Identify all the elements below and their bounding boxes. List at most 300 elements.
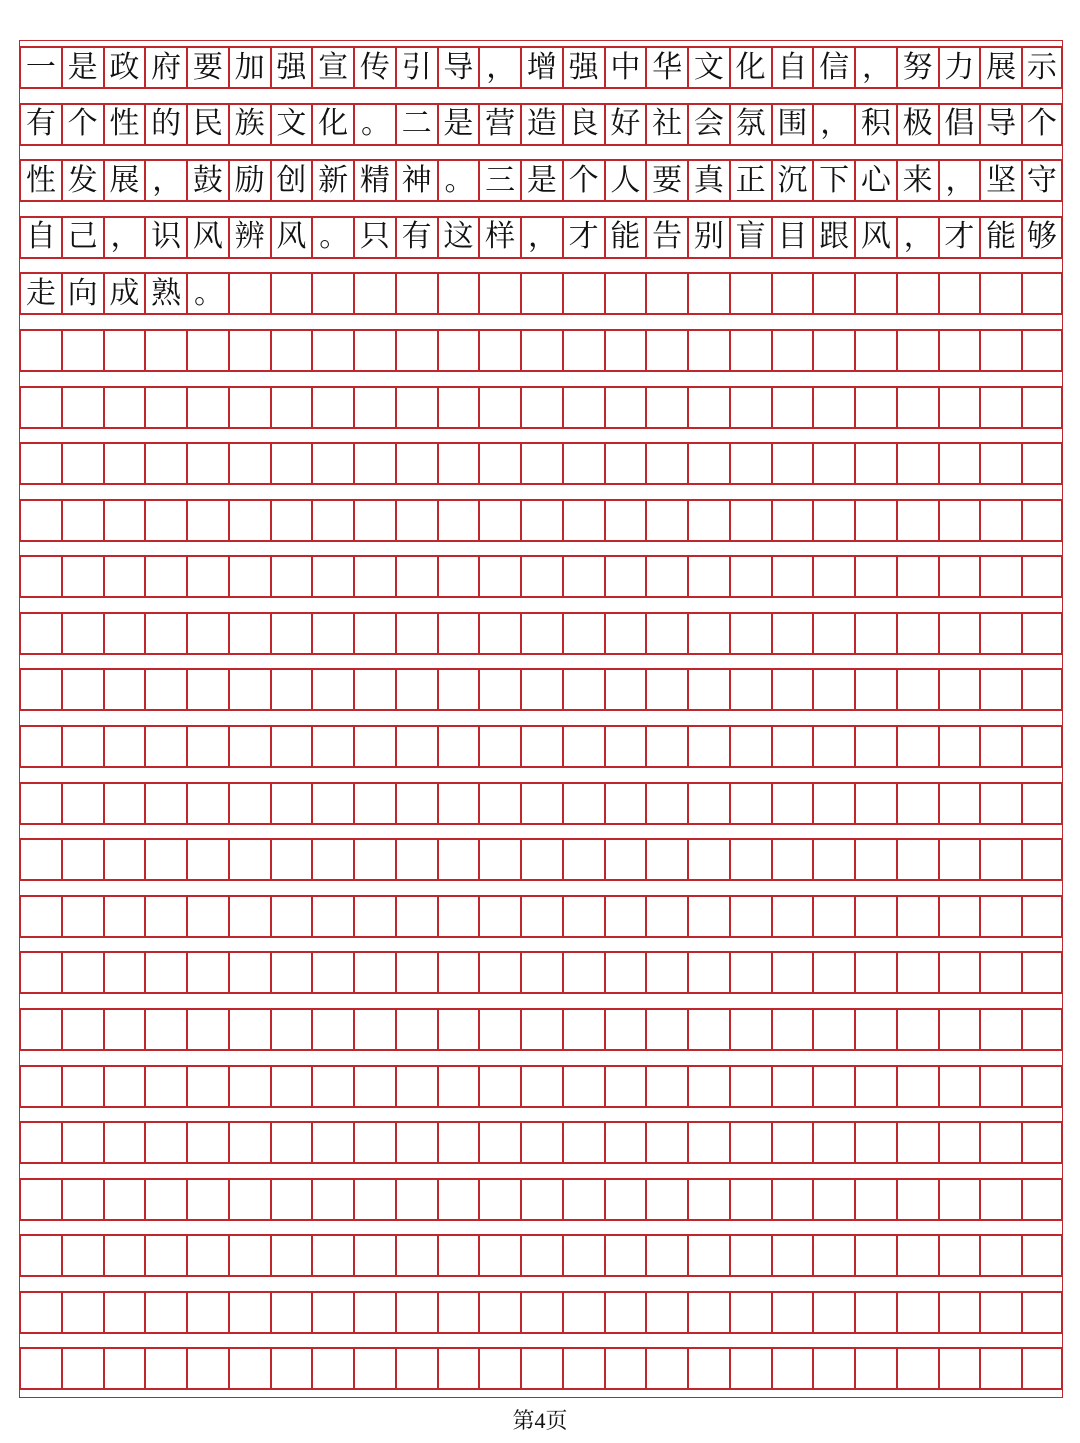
grid-cell [437, 1293, 479, 1332]
grid-cell [729, 1293, 771, 1332]
grid-cell: 能 [604, 218, 646, 257]
grid-cell [771, 274, 813, 313]
grid-cell [812, 274, 854, 313]
grid-cell [729, 670, 771, 709]
grid-cell [103, 1067, 145, 1106]
grid-cell: 走 [19, 274, 61, 313]
grid-cell [228, 557, 270, 596]
grid-row [19, 103, 1063, 146]
grid-cell [478, 897, 520, 936]
grid-cell [353, 840, 395, 879]
grid-cell [395, 274, 437, 313]
grid-cell [19, 727, 61, 766]
grid-cell [270, 614, 312, 653]
grid-cell [562, 1123, 604, 1162]
grid-cell [437, 274, 479, 313]
grid-cell [103, 1180, 145, 1219]
grid-cell: 是 [520, 161, 562, 200]
grid-cell [645, 1236, 687, 1275]
grid-row [19, 668, 1063, 711]
grid-cell [144, 784, 186, 823]
grid-cell [270, 1067, 312, 1106]
grid-cell: 导 [979, 105, 1021, 144]
grid-cell [353, 444, 395, 483]
grid-cell: 跟 [812, 218, 854, 257]
grid-cell [478, 274, 520, 313]
grid-cell [687, 727, 729, 766]
grid-cell [604, 331, 646, 370]
grid-cell: 造 [520, 105, 562, 144]
grid-cell: 目 [771, 218, 813, 257]
grid-cell [604, 274, 646, 313]
grid-cell [771, 501, 813, 540]
grid-cell [771, 840, 813, 879]
grid-cell [604, 897, 646, 936]
grid-cell: 要 [186, 48, 228, 87]
grid-cell [854, 557, 896, 596]
grid-cell: 成 [103, 274, 145, 313]
grid-cell [228, 1067, 270, 1106]
grid-cell [520, 1010, 562, 1049]
grid-cell: 信 [812, 48, 854, 87]
grid-cell: 个 [1021, 105, 1063, 144]
grid-row [19, 612, 1063, 655]
grid-cell [1021, 1180, 1063, 1219]
grid-cell: 传 [353, 48, 395, 87]
grid-cell [103, 1293, 145, 1332]
grid-cell [103, 897, 145, 936]
grid-cell [645, 1123, 687, 1162]
grid-cell [604, 557, 646, 596]
grid-cell [562, 1349, 604, 1388]
grid-cell [19, 1236, 61, 1275]
grid-cell [103, 670, 145, 709]
grid-cell [19, 670, 61, 709]
grid-cell [604, 444, 646, 483]
grid-cell [395, 727, 437, 766]
grid-cell [61, 1180, 103, 1219]
grid-cell: 氛 [729, 105, 771, 144]
grid-cell [604, 501, 646, 540]
grid-cell [437, 897, 479, 936]
grid-cell [604, 784, 646, 823]
grid-cell [61, 727, 103, 766]
grid-cell: 营 [478, 105, 520, 144]
grid-row [19, 1008, 1063, 1051]
grid-cell [812, 1123, 854, 1162]
grid-cell [604, 388, 646, 427]
grid-cell [186, 331, 228, 370]
grid-cell [938, 727, 980, 766]
grid-cell [854, 501, 896, 540]
grid-cell [144, 501, 186, 540]
grid-cell [812, 670, 854, 709]
grid-cell: 。 [186, 274, 228, 313]
grid-cell [938, 331, 980, 370]
grid-row [19, 216, 1063, 259]
grid-cell [311, 1236, 353, 1275]
grid-cell [562, 1180, 604, 1219]
grid-cell [562, 331, 604, 370]
grid-cell [771, 388, 813, 427]
grid-cell [353, 1236, 395, 1275]
grid-cell [562, 388, 604, 427]
grid-cell: 才 [938, 218, 980, 257]
grid-cell [604, 1067, 646, 1106]
grid-cell [854, 1293, 896, 1332]
grid-cell [771, 727, 813, 766]
grid-cell [144, 670, 186, 709]
grid-cell [520, 614, 562, 653]
grid-cell [395, 1293, 437, 1332]
grid-cell [228, 670, 270, 709]
grid-cell [562, 1010, 604, 1049]
grid-cell [311, 501, 353, 540]
grid-cell [854, 953, 896, 992]
grid-cell [311, 1067, 353, 1106]
grid-cell [395, 557, 437, 596]
grid-cell [144, 840, 186, 879]
grid-cell [687, 953, 729, 992]
grid-cell [1021, 388, 1063, 427]
grid-row [19, 1178, 1063, 1221]
grid-cell [645, 840, 687, 879]
grid-cell [478, 670, 520, 709]
grid-cell [395, 670, 437, 709]
grid-cell [437, 331, 479, 370]
grid-cell [270, 670, 312, 709]
grid-cell: 族 [228, 105, 270, 144]
grid-cell [645, 1293, 687, 1332]
grid-cell [896, 953, 938, 992]
grid-cell [270, 444, 312, 483]
grid-cell: 一 [19, 48, 61, 87]
grid-cell: 是 [61, 48, 103, 87]
grid-cell [61, 1349, 103, 1388]
grid-cell [1021, 501, 1063, 540]
grid-cell [854, 274, 896, 313]
grid-cell [938, 670, 980, 709]
grid-cell [311, 1293, 353, 1332]
grid-cell [144, 1010, 186, 1049]
grid-cell [771, 897, 813, 936]
grid-cell [687, 670, 729, 709]
grid-cell [938, 1180, 980, 1219]
grid-cell [19, 444, 61, 483]
grid-cell [854, 444, 896, 483]
grid-cell [645, 1180, 687, 1219]
grid-cell [1021, 727, 1063, 766]
grid-cell [270, 840, 312, 879]
grid-cell [645, 501, 687, 540]
grid-cell [478, 953, 520, 992]
grid-cell [562, 840, 604, 879]
grid-cell [520, 1180, 562, 1219]
grid-cell [687, 557, 729, 596]
grid-cell [437, 727, 479, 766]
grid-cell: 鼓 [186, 161, 228, 200]
grid-cell [353, 388, 395, 427]
grid-cell [144, 1293, 186, 1332]
grid-cell [562, 501, 604, 540]
grid-cell [979, 727, 1021, 766]
grid-cell [896, 840, 938, 879]
grid-cell [228, 953, 270, 992]
grid-cell [478, 557, 520, 596]
grid-cell [19, 557, 61, 596]
grid-cell [687, 784, 729, 823]
grid-cell [812, 784, 854, 823]
grid-cell: 人 [604, 161, 646, 200]
grid-cell [478, 1123, 520, 1162]
grid-cell [979, 501, 1021, 540]
grid-cell [729, 1010, 771, 1049]
grid-cell: 辨 [228, 218, 270, 257]
grid-cell [812, 331, 854, 370]
grid-cell: 励 [228, 161, 270, 200]
grid-cell: ， [854, 48, 896, 87]
grid-cell [395, 1236, 437, 1275]
grid-cell [729, 1067, 771, 1106]
grid-cell [478, 784, 520, 823]
grid-cell: 个 [61, 105, 103, 144]
grid-cell [520, 784, 562, 823]
grid-cell [61, 614, 103, 653]
grid-cell [854, 1349, 896, 1388]
grid-cell [562, 897, 604, 936]
grid-cell [520, 727, 562, 766]
grid-cell [938, 444, 980, 483]
grid-cell [61, 953, 103, 992]
grid-cell [979, 331, 1021, 370]
grid-cell [353, 1293, 395, 1332]
grid-cell [1021, 1236, 1063, 1275]
grid-cell: 好 [604, 105, 646, 144]
grid-cell [854, 727, 896, 766]
grid-cell [478, 1349, 520, 1388]
grid-cell [645, 670, 687, 709]
grid-cell [562, 727, 604, 766]
grid-cell [896, 1123, 938, 1162]
grid-cell: 展 [979, 48, 1021, 87]
grid-cell [854, 1067, 896, 1106]
grid-cell: 能 [979, 218, 1021, 257]
grid-cell [353, 784, 395, 823]
grid-cell [687, 614, 729, 653]
grid-cell [979, 1236, 1021, 1275]
grid-cell [938, 840, 980, 879]
grid-cell [938, 1293, 980, 1332]
grid-cell [270, 331, 312, 370]
grid-cell [61, 840, 103, 879]
grid-cell [812, 501, 854, 540]
grid-cell [520, 274, 562, 313]
grid-cell [854, 331, 896, 370]
grid-cell [771, 1236, 813, 1275]
grid-cell [437, 840, 479, 879]
grid-cell [103, 614, 145, 653]
grid-cell [938, 784, 980, 823]
grid-cell [1021, 1010, 1063, 1049]
grid-cell [645, 897, 687, 936]
grid-cell [186, 444, 228, 483]
grid-cell [812, 897, 854, 936]
grid-cell: 。 [311, 218, 353, 257]
grid-cell [729, 444, 771, 483]
grid-cell [311, 1349, 353, 1388]
grid-cell [687, 840, 729, 879]
grid-cell: 来 [896, 161, 938, 200]
grid-cell [144, 1067, 186, 1106]
grid-cell [228, 331, 270, 370]
grid-cell: 己 [61, 218, 103, 257]
grid-cell [19, 388, 61, 427]
grid-cell [729, 897, 771, 936]
grid-cell [311, 727, 353, 766]
grid-cell [186, 727, 228, 766]
grid-cell [645, 1349, 687, 1388]
grid-cell [437, 1180, 479, 1219]
grid-cell [896, 897, 938, 936]
grid-cell [645, 1067, 687, 1106]
grid-cell [604, 1349, 646, 1388]
grid-cell [979, 1293, 1021, 1332]
grid-cell [896, 388, 938, 427]
grid-cell [395, 331, 437, 370]
grid-cell: 下 [812, 161, 854, 200]
grid-cell: ， [478, 48, 520, 87]
grid-row [19, 1234, 1063, 1277]
grid-cell [103, 727, 145, 766]
grid-cell [144, 727, 186, 766]
grid-cell [645, 953, 687, 992]
grid-cell [61, 784, 103, 823]
grid-cell [604, 1236, 646, 1275]
grid-cell [812, 1349, 854, 1388]
grid-cell: 政 [103, 48, 145, 87]
grid-cell [19, 953, 61, 992]
grid-cell: ， [938, 161, 980, 200]
grid-row [19, 159, 1063, 202]
grid-cell [812, 953, 854, 992]
grid-cell [270, 727, 312, 766]
grid-cell [604, 953, 646, 992]
grid-cell [144, 897, 186, 936]
grid-cell [771, 614, 813, 653]
grid-cell [144, 557, 186, 596]
grid-cell [896, 1349, 938, 1388]
grid-cell [729, 614, 771, 653]
grid-cell [19, 614, 61, 653]
grid-cell [979, 1067, 1021, 1106]
grid-cell [311, 840, 353, 879]
grid-cell: 识 [144, 218, 186, 257]
grid-cell [1021, 444, 1063, 483]
grid-cell [61, 670, 103, 709]
grid-cell [19, 1123, 61, 1162]
grid-cell [729, 727, 771, 766]
grid-cell [311, 1123, 353, 1162]
grid-cell [520, 501, 562, 540]
grid-cell [19, 840, 61, 879]
grid-cell [896, 1293, 938, 1332]
grid-cell [979, 388, 1021, 427]
grid-cell [186, 784, 228, 823]
grid-cell [478, 1010, 520, 1049]
grid-cell [395, 1180, 437, 1219]
grid-cell [1021, 1349, 1063, 1388]
grid-cell [1021, 614, 1063, 653]
grid-cell [729, 1349, 771, 1388]
grid-cell [61, 444, 103, 483]
grid-cell [103, 501, 145, 540]
grid-cell [562, 274, 604, 313]
grid-cell [311, 331, 353, 370]
grid-cell [311, 1010, 353, 1049]
grid-cell [311, 1180, 353, 1219]
grid-cell [228, 388, 270, 427]
grid-cell [395, 1349, 437, 1388]
grid-cell [1021, 331, 1063, 370]
grid-cell [896, 614, 938, 653]
grid-cell [353, 1180, 395, 1219]
grid-cell [19, 501, 61, 540]
grid-cell: 性 [19, 161, 61, 200]
grid-cell [812, 1293, 854, 1332]
grid-cell [645, 331, 687, 370]
grid-cell [729, 1180, 771, 1219]
grid-row [19, 272, 1063, 315]
grid-cell [186, 670, 228, 709]
grid-cell [103, 1236, 145, 1275]
grid-cell [270, 1349, 312, 1388]
grid-cell [270, 388, 312, 427]
grid-cell [729, 501, 771, 540]
grid-cell [854, 840, 896, 879]
grid-cell [1021, 670, 1063, 709]
grid-cell [687, 1123, 729, 1162]
grid-cell [144, 331, 186, 370]
grid-cell [437, 444, 479, 483]
grid-cell [228, 444, 270, 483]
grid-cell [854, 1123, 896, 1162]
grid-cell [812, 1236, 854, 1275]
grid-cell [771, 1180, 813, 1219]
grid-cell [144, 1123, 186, 1162]
grid-cell [395, 784, 437, 823]
grid-cell: 增 [520, 48, 562, 87]
grid-cell [979, 1123, 1021, 1162]
grid-cell [604, 1010, 646, 1049]
grid-cell [896, 784, 938, 823]
grid-cell [353, 501, 395, 540]
grid-cell: 三 [478, 161, 520, 200]
grid-cell [1021, 274, 1063, 313]
grid-cell [311, 274, 353, 313]
grid-cell: 。 [437, 161, 479, 200]
grid-cell [61, 388, 103, 427]
grid-cell [1021, 1123, 1063, 1162]
grid-cell: 倡 [938, 105, 980, 144]
grid-row [19, 1121, 1063, 1164]
grid-cell [186, 1067, 228, 1106]
grid-cell: 加 [228, 48, 270, 87]
grid-cell: 真 [687, 161, 729, 200]
grid-cell [520, 670, 562, 709]
grid-cell [186, 897, 228, 936]
grid-cell [103, 444, 145, 483]
grid-cell [979, 953, 1021, 992]
